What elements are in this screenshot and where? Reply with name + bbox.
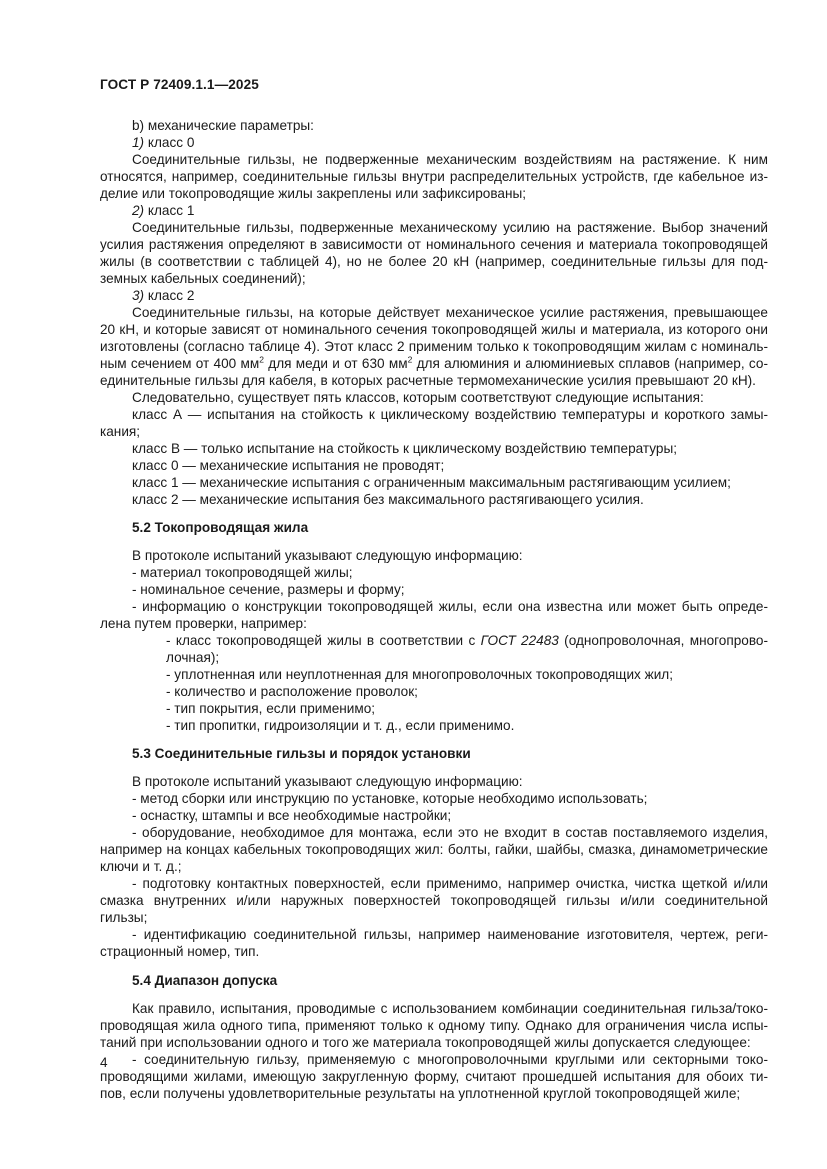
- list-item: - информацию о конструкции токопроводящей жилы, если она известна или может быть опреде-: [132, 599, 768, 614]
- class-2-label: [100, 287, 768, 304]
- list-item: - подготовку контактных поверхностей, если применимо, например очистка, чистка щеткой и/или: [132, 876, 768, 891]
- list-item: - соединительную гильзу, применяемую с многопроволочными круглыми или секторными токо-: [132, 1052, 768, 1067]
- class-2-number: 3): [132, 288, 145, 303]
- class-0-text: класс 0: [147, 135, 195, 150]
- sub-list-item: - тип покрытия, если применимо;: [166, 701, 376, 716]
- list-item-continuation: смазка внутренних и/или наружных поверхностей токопроводящей гильзы и/или соединительной гильзы;: [100, 893, 768, 925]
- class-1-number: 2): [132, 203, 145, 218]
- list-item-continuation: страционный номер, тип.: [100, 944, 260, 959]
- sub-list-item: - количество и расположение проволок;: [166, 684, 418, 699]
- class-2-line-3: изготовлены (согласно таблице 4). Этот класс 2 применим только к токопроводящим жилам с номиналь-: [100, 339, 768, 354]
- list-item: - материал токопроводящей жилы;: [132, 565, 353, 580]
- class-1-line-2: усилия растяжения определяют в зависимости от номинального сечения и материала токопроводящей: [100, 237, 768, 252]
- section-5-4-para-line: Как правило, испытания, проводимые с использованием комбинации соединительная гильза/токо-: [132, 1001, 768, 1016]
- list-item: - номинальное сечение, размеры и форму;: [132, 582, 405, 597]
- class-0-line-2: относятся, например, соединительные гильзы внутри распределительных устройств, где кабельное из-: [100, 169, 768, 184]
- list-item-continuation: лена путем проверки, например:: [100, 616, 307, 631]
- list-item-continuation: проводящими жилами, имеющую закругленную форму, считают прошедшей испытания для обоих ти-: [100, 1069, 768, 1084]
- sub-list-item-a: - класс токопроводящей жилы в соответствии с: [166, 633, 481, 648]
- class-1-line-4: земных кабельных соединений);: [100, 271, 306, 286]
- classes-summary: Следовательно, существует пять классов, которым соответствуют следующие испытания:: [132, 390, 704, 405]
- class-2-line-4-c: для меди и от 630 мм: [263, 356, 408, 371]
- section-5-4-para-line: проводящая жила одного типа, применяют только к одному типу. Однако для ограничения числа испы-: [100, 1018, 768, 1033]
- class-2-line-4: [100, 355, 768, 372]
- class-0-line-1: Соединительные гильзы, не подверженные механическим воздействиям на растяжение. К ним: [132, 152, 768, 167]
- sub-list-item-c: (однопроволочная, многопрово-: [558, 633, 769, 648]
- sub-list-item: - тип пропитки, гидроизоляции и т. д., если применимо.: [166, 718, 515, 733]
- class-2-line-5: единительные гильзы для кабеля, в которых расчетные термомеханические усилия превышают 20 кН).: [100, 373, 756, 388]
- class-2-line: класс 2 — механические испытания без максимального растягивающего усилия.: [132, 492, 644, 507]
- class-1-label: [100, 202, 768, 219]
- list-item: - оборудование, необходимое для монтажа, если это не входит в состав поставляемого изделия,: [132, 825, 768, 840]
- list-item: - идентификацию соединительной гильзы, например наименование изготовителя, чертеж, реги-: [132, 927, 768, 942]
- page-number: 4: [100, 1055, 108, 1070]
- class-2-line-1: Соединительные гильзы, на которые действует механическое усилие растяжения, превышающее: [132, 305, 768, 320]
- class-0-line: класс 0 — механические испытания не проводят;: [132, 458, 445, 473]
- section-5-2-title: 5.2 Токопроводящая жила: [132, 520, 309, 535]
- section-5-4-title: 5.4 Диапазон допуска: [132, 973, 278, 988]
- section-5-3-title: 5.3 Соединительные гильзы и порядок установки: [132, 746, 471, 761]
- list-item: - метод сборки или инструкцию по установке, которые необходимо использовать;: [132, 791, 648, 806]
- class-b-line: класс В — только испытание на стойкость к циклическому воздействию температуры;: [132, 441, 678, 456]
- class-1-text: класс 1: [147, 203, 195, 218]
- class-0-label: [100, 134, 768, 151]
- sub-list-item-continuation: лочная);: [166, 650, 220, 665]
- class-a-line-1: класс А — испытания на стойкость к циклическому воздействию температуры и короткого замы-: [132, 407, 768, 422]
- superscript-2: 2: [259, 354, 264, 365]
- class-2-line-2: 20 кН, и которые зависят от номинального сечения токопроводящей жилы и материала, из которого они: [100, 322, 768, 337]
- document-header: ГОСТ Р 72409.1.1—2025: [100, 77, 259, 92]
- class-1-line-3: жилы (в соответствии с таблицей 4), но не более 20 кН (например, соединительные гильзы для под-: [100, 254, 768, 269]
- sub-list-item: [100, 632, 768, 649]
- class-2-line-4-a: ным сечением от 400 мм: [100, 356, 260, 371]
- section-5-3-intro: В протоколе испытаний указывают следующую информацию:: [132, 774, 523, 789]
- section-5-4-para-line: таний при использовании одного и того же материала токопроводящей жилы допускается следующее:: [100, 1035, 751, 1050]
- page-content: [100, 117, 768, 1102]
- mech-params-title: b) механические параметры:: [132, 118, 314, 133]
- class-1-line: класс 1 — механические испытания с ограниченным максимальным растягивающим усилием;: [132, 475, 731, 490]
- gost-reference: ГОСТ 22483: [480, 633, 559, 648]
- list-item-continuation: пов, если получены удовлетворительные результаты на уплотненной круглой токопроводящей жиле;: [100, 1086, 741, 1101]
- class-2-line-4-e: для алюминия и алюминиевых сплавов (например, со-: [412, 356, 768, 371]
- list-item: - оснастку, штампы и все необходимые настройки;: [132, 808, 452, 823]
- section-5-2-intro: В протоколе испытаний указывают следующую информацию:: [132, 548, 523, 563]
- superscript-2: 2: [407, 354, 413, 365]
- class-0-line-3: делие или токопроводящие жилы закреплены или зафиксированы;: [100, 186, 527, 201]
- list-item-continuation: ключи и т. д.;: [100, 859, 182, 874]
- class-a-line-2: кания;: [100, 424, 141, 439]
- sub-list-item: - уплотненная или неуплотненная для многопроволочных токопроводящих жил;: [166, 667, 674, 682]
- class-1-line-1: Соединительные гильзы, подверженные механическому усилию на растяжение. Выбор значений: [132, 220, 768, 235]
- class-0-number: 1): [132, 135, 145, 150]
- class-2-text: класс 2: [147, 288, 195, 303]
- list-item-continuation: например на концах кабельных токопроводящих жил: болты, гайки, шайбы, смазка, динамометрические: [100, 842, 768, 857]
